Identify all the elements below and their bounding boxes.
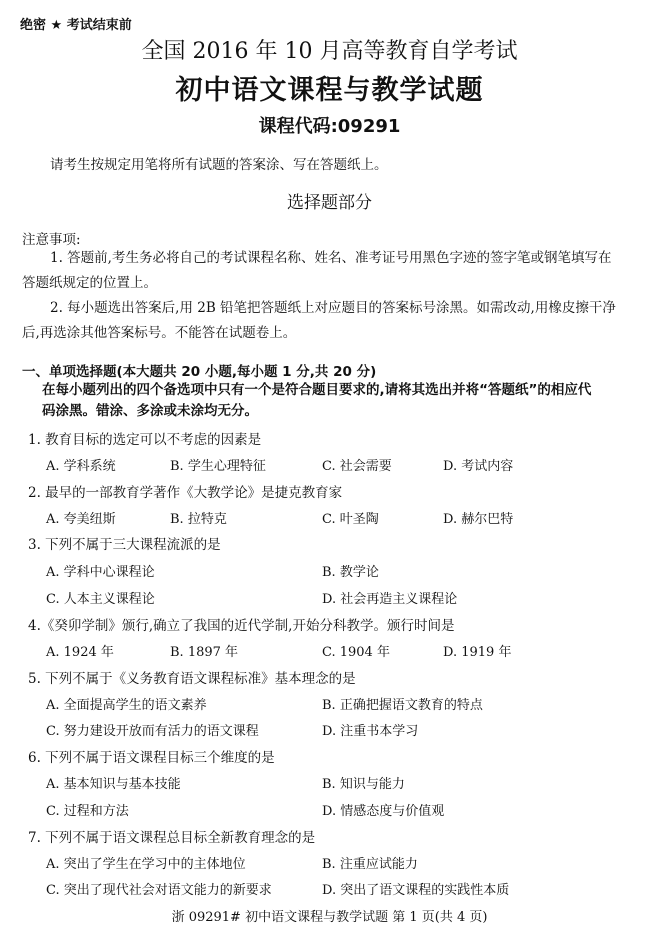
option-d: D. 考试内容 [443,459,514,474]
subject-title: 初中语文课程与教学试题 [175,75,484,106]
option-c: C. 人本主义课程论 [46,592,155,607]
question-stem: 7. 下列不属于语文课程总目标全新教育理念的是 [28,830,316,846]
note-item: 2. 每小题选出答案后,用 2B 铅笔把答题纸上对应题目的答案标号涂黑。如需改动,用橡皮擦干净后,再选涂其他答案标号。不能答在试题卷上。 [22,300,616,341]
option-b: B. 知识与能力 [322,777,405,792]
part-heading: 一、单项选择题(本大题共 20 小题,每小题 1 分,共 20 分) [22,364,377,380]
option-b: B. 教学论 [322,565,379,580]
option-b: B. 学生心理特征 [170,459,266,474]
question-stem: 5. 下列不属于《义务教育语文课程标准》基本理念的是 [28,671,356,687]
option-c: C. 努力建设开放而有活力的语文课程 [46,724,259,739]
question-stem: 2. 最早的一部教育学著作《大教学论》是捷克教育家 [28,485,343,501]
option-d: D. 情感态度与价值观 [322,804,445,819]
option-c: C. 突出了现代社会对语文能力的新要求 [46,883,272,898]
note-item: 1. 答题前,考生务必将自己的考试课程名称、姓名、准考证号用黑色字迹的签字笔或钢笔填写在答题纸规定的位置上。 [22,250,612,291]
option-a: A. 夸美纽斯 [46,512,116,527]
option-d: D. 赫尔巴特 [443,512,514,527]
course-code: 课程代码:09291 [258,116,401,137]
option-a: A. 学科中心课程论 [46,565,155,580]
option-b: B. 拉特克 [170,512,227,527]
section-title: 选择题部分 [287,193,372,213]
exam-title: 全国 2016 年 10 月高等教育自学考试 [141,39,518,64]
confidential-label: 绝密 ★ 考试结束前 [20,18,132,33]
question-stem: 6. 下列不属于语文课程目标三个维度的是 [28,750,275,766]
option-b: B. 注重应试能力 [322,857,418,872]
option-d: D. 突出了语文课程的实践性本质 [322,883,510,898]
answer-instruction: 请考生按规定用笔将所有试题的答案涂、写在答题纸上。 [50,157,388,173]
option-a: A. 全面提高学生的语文素养 [46,698,207,713]
option-c: C. 过程和方法 [46,804,129,819]
option-c: C. 1904 年 [322,645,390,660]
page-footer: 浙 09291# 初中语文课程与教学试题 第 1 页(共 4 页) [171,910,488,925]
option-d: D. 社会再造主义课程论 [322,592,458,607]
question-stem: 3. 下列不属于三大课程流派的是 [28,537,221,553]
notes-title: 注意事项: [22,232,81,248]
part-description: 在每小题列出的四个备选项中只有一个是符合题目要求的,请将其选出并将“答题纸”的相应代码涂黑。错涂、多涂或未涂均无分。 [42,382,592,419]
option-d: D. 注重书本学习 [322,724,419,739]
option-a: A. 突出了学生在学习中的主体地位 [46,857,246,872]
question-stem: 1. 教育目标的选定可以不考虑的因素是 [28,432,262,448]
option-c: C. 社会需要 [322,459,392,474]
option-b: B. 1897 年 [170,645,239,660]
question-stem: 4.《癸卯学制》颁行,确立了我国的近代学制,开始分科教学。颁行时间是 [28,618,455,634]
option-a: A. 学科系统 [46,459,116,474]
option-c: C. 叶圣陶 [322,512,379,527]
option-b: B. 正确把握语文教育的特点 [322,698,483,713]
option-a: A. 1924 年 [46,645,114,660]
option-d: D. 1919 年 [443,645,512,660]
option-a: A. 基本知识与基本技能 [46,777,181,792]
